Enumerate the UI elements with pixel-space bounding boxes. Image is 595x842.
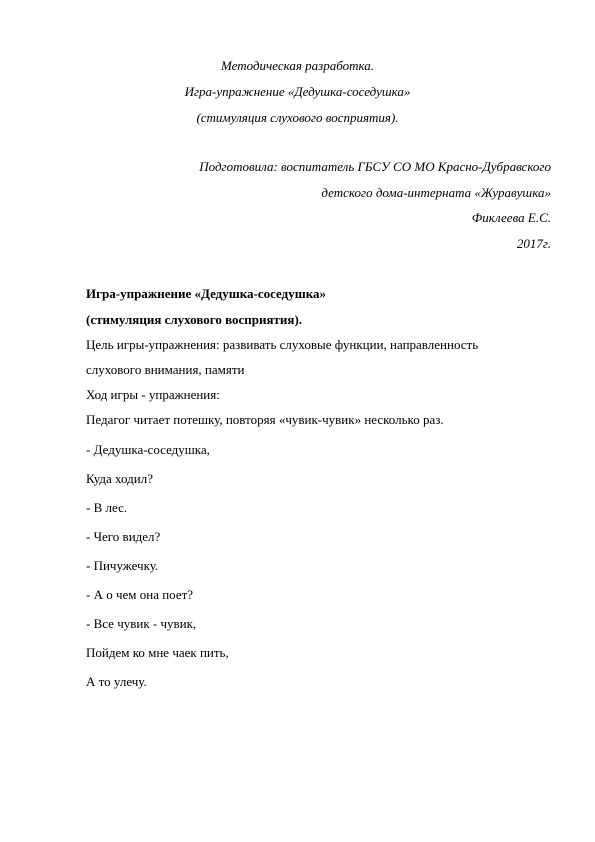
poem-line-4: - Чего видел? [86, 529, 161, 544]
author-line-1: Подготовила: воспитатель ГБСУ СО МО Красно-Дубравского [199, 159, 551, 174]
author-name: Фиклеева Е.С. [471, 210, 551, 225]
goal-line-2: слухового внимания, памяти [86, 362, 245, 377]
procedure-label: Ход игры - упражнения: [86, 387, 220, 402]
author-year: 2017г. [516, 236, 551, 251]
poem-line-9: А то улечу. [86, 674, 147, 689]
header-title-line-3: (стимуляция слухового восприятия). [196, 110, 399, 125]
poem-line-6: - А о чем она поет? [86, 587, 194, 602]
poem-line-1: - Дедушка-соседушка, [86, 442, 210, 457]
goal-line-1: Цель игры-упражнения: развивать слуховые функции, направленность [86, 337, 479, 352]
poem-line-5: - Пичужечку. [86, 558, 159, 573]
poem-line-8: Пойдем ко мне чаек пить, [86, 645, 229, 660]
author-line-2: детского дома-интерната «Журавушка» [321, 185, 551, 200]
body-heading-line-1: Игра-упражнение «Дедушка-соседушка» [86, 286, 326, 301]
poem-line-7: - Все чувик - чувик, [86, 616, 197, 631]
poem-line-3: - В лес. [86, 500, 128, 515]
header-title-line-2: Игра-упражнение «Дедушка-соседушка» [184, 84, 411, 99]
body-heading-line-2: (стимуляция слухового восприятия). [86, 312, 303, 327]
header-title-line-1: Методическая разработка. [221, 58, 374, 73]
poem-line-2: Куда ходил? [86, 471, 153, 486]
procedure-text: Педагог читает потешку, повторяя «чувик-чувик» несколько раз. [86, 412, 444, 427]
